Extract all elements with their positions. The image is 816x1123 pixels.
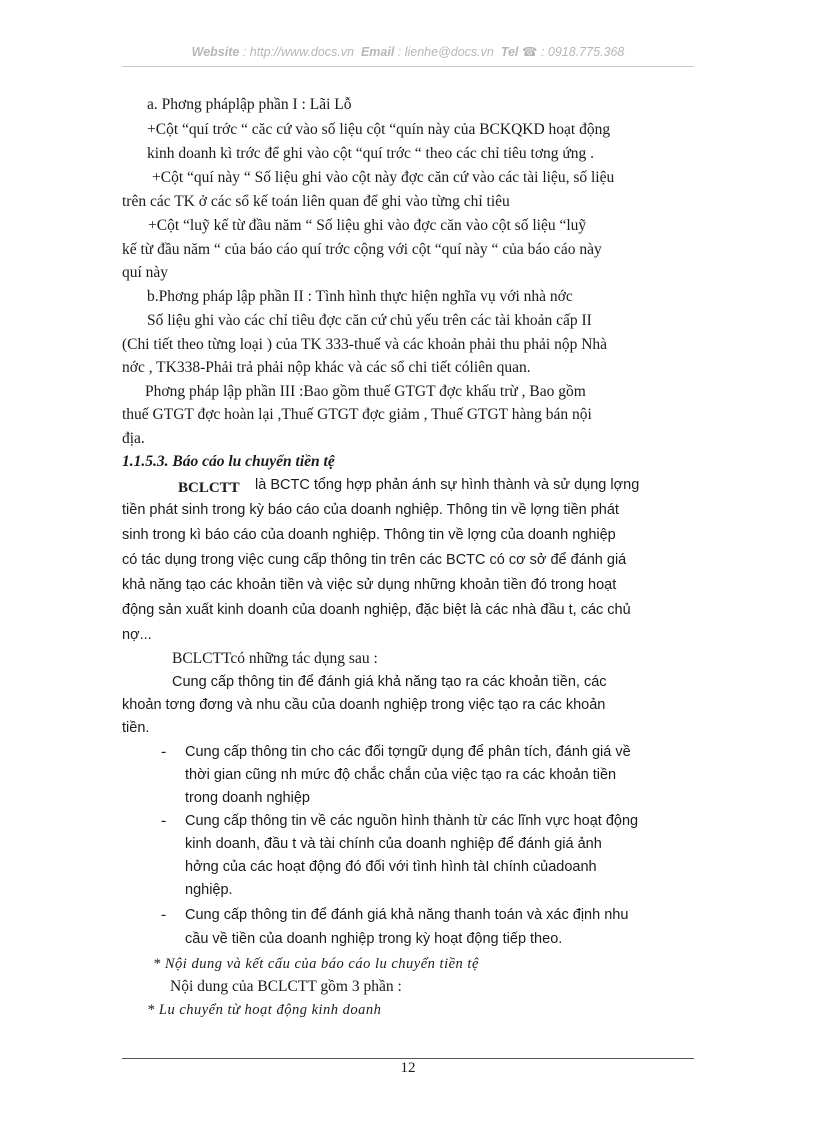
page-number: 12 <box>400 1060 416 1076</box>
text-line: nợ... <box>122 627 152 643</box>
bullet-text: nghiệp. <box>185 882 233 898</box>
page-header <box>122 44 694 67</box>
bullet-dash: - <box>161 743 167 760</box>
website-value: : http://www.docs.vn <box>242 45 354 59</box>
bullet-text: trong doanh nghiệp <box>185 790 310 806</box>
bullet-text: Cung cấp thông tin để đánh giá khả năng thanh toán và xác định nhu <box>185 907 629 923</box>
footer-divider <box>122 1058 694 1059</box>
bullet-text: thời gian cũng nh mức độ chắc chắn của việc tạo ra các khoản tiền <box>185 767 617 783</box>
bullet-text: Cung cấp thông tin cho các đối tợngữ dụng để phân tích, đánh giá về <box>185 744 631 760</box>
bullet-dash: - <box>161 906 167 923</box>
text-line: địa. <box>122 430 145 447</box>
text-line: kinh doanh kì trớc để ghi vào cột “quí trớc “ theo các chỉ tiêu tơng ứng . <box>147 145 595 162</box>
email-value: : lienhe@docs.vn <box>397 45 494 59</box>
subheading: * Nội dung và kết cấu của báo cáo lu chuyển tiền tệ <box>153 956 479 972</box>
text-line: Phơng pháp lập phần III :Bao gồm thuế GTGT đợc khấu trừ , Bao gồm <box>145 383 586 400</box>
text-line: khoản tơng đơng và nhu cầu của doanh nghiệp trong việc tạo ra các khoản <box>122 697 606 713</box>
website-label: Website <box>191 45 240 59</box>
bullet-text: hởng của các hoạt động đó đối với tình hình tàI chính củadoanh <box>185 859 597 875</box>
text-line: khả năng tạo các khoản tiền và việc sử dụng những khoản tiền đó trong hoạt <box>122 577 617 593</box>
text-line: a. Phơng pháplập phần I : Lãi Lỗ <box>147 96 352 113</box>
text-line: tiền. <box>122 720 150 736</box>
text-line: là BCTC tổng hợp phản ánh sự hình thành và sử dụng lợng <box>255 477 640 493</box>
text-line: tiền phát sinh trong kỳ báo cáo của doanh nghiệp. Thông tin về lợng tiền phát <box>122 502 619 518</box>
subheading: * Lu chuyển từ hoạt động kinh doanh <box>147 1002 382 1018</box>
bullet-text: Cung cấp thông tin về các nguồn hình thành từ các lĩnh vực hoạt động <box>185 813 639 829</box>
text-line: quí này <box>122 264 169 281</box>
text-line: sinh trong kì báo cáo của doanh nghiệp. Thông tin về lợng của doanh nghiệp <box>122 527 616 543</box>
text-line: +Cột “quí này “ Số liệu ghi vào cột này đợc căn cứ vào các tài liệu, số liệu <box>152 169 615 186</box>
text-line: BCLCTTcó những tác dụng sau : <box>172 650 378 667</box>
text-line: trên các TK ở các sổ kế toán liên quan để ghi vào từng chỉ tiêu <box>122 193 510 210</box>
bullet-dash: - <box>161 812 167 829</box>
text-line: kế từ đầu năm “ của báo cáo quí trớc cộng với cột “quí này “ của báo cáo này <box>122 241 602 258</box>
text-line: thuế GTGT đợc hoàn lại ,Thuế GTGT đợc giảm , Thuế GTGT hàng bán nội <box>122 406 592 423</box>
text-line: +Cột “quí trớc “ căc cứ vào số liệu cột “quín này của BCKQKD hoạt động <box>147 121 611 138</box>
text-line: b.Phơng pháp lập phần II : Tình hình thực hiện nghĩa vụ với nhà nớc <box>147 288 573 305</box>
text-line: (Chi tiết theo từng loại ) của TK 333-thuế và các khoản phải thu phải nộp Nhà <box>122 336 608 353</box>
text-line: Nội dung của BCLCTT gồm 3 phần : <box>170 978 402 995</box>
text-line: có tác dụng trong việc cung cấp thông tin trên các BCTC có cơ sở để đánh giá <box>122 552 627 568</box>
bullet-text: kinh doanh, đầu t và tài chính của doanh nghiệp để đánh giá ảnh <box>185 836 602 852</box>
text-line: +Cột “luỹ kế từ đầu năm “ Số liệu ghi vào đợc căn vào cột số liệu “luỹ <box>148 217 587 234</box>
email-label: Email <box>360 45 395 59</box>
text-line: Số liệu ghi vào các chỉ tiêu đợc căn cứ chủ yếu trên các tài khoản cấp II <box>147 312 592 329</box>
text-line: nớc , TK338-Phải trả phải nộp khác và các sổ chi tiết cóliên quan. <box>122 359 531 376</box>
text-line: Cung cấp thông tin để đánh giá khả năng tạo ra các khoản tiền, các <box>172 674 607 690</box>
text-line: động sản xuất kinh doanh của doanh nghiệp, đặc biệt là các nhà đầu t, các chủ <box>122 602 631 618</box>
section-heading: 1.1.5.3. Báo cáo lu chuyển tiền tệ <box>122 453 335 470</box>
bullet-text: cầu về tiền của doanh nghiệp trong kỳ hoạt động tiếp theo. <box>185 931 563 947</box>
tel-label: Tel <box>500 45 519 59</box>
bclctt-term: BCLCTT <box>178 480 240 496</box>
tel-value: ☎ : 0918.775.368 <box>521 45 625 59</box>
